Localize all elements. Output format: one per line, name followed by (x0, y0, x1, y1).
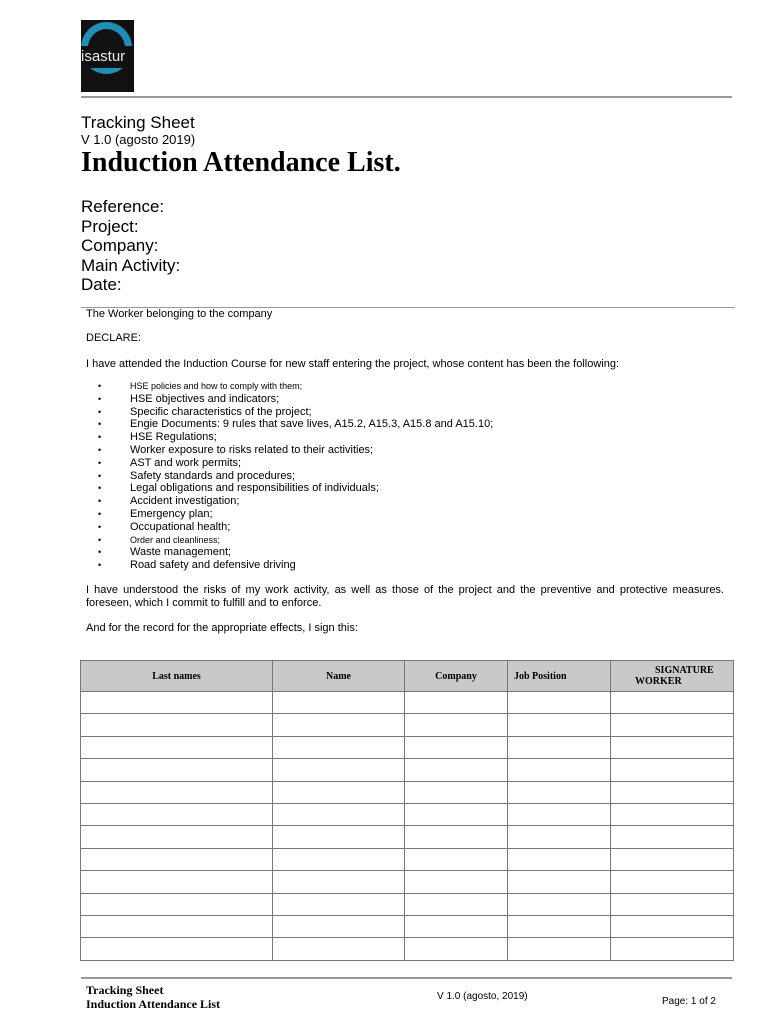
cell-signature[interactable] (611, 714, 734, 736)
cell-job-position[interactable] (508, 759, 611, 781)
logo-wordmark: isastur (81, 46, 134, 68)
list-item: • Accident investigation; (98, 495, 493, 508)
table-row (81, 826, 734, 848)
cell-name[interactable] (273, 893, 405, 915)
field-reference: Reference: (81, 197, 165, 216)
field-main-activity: Main Activity: (81, 255, 181, 275)
table-row (81, 692, 734, 714)
list-item: • AST and work permits; (98, 457, 493, 470)
table-row (81, 803, 734, 825)
declaration-understood: I have understood the risks of my work activity, as well as those of the project and the preventive and protective measures. foreseen, which I commit to fulfill and to enforce. (86, 584, 724, 609)
table-row (81, 871, 734, 893)
col-header-company: Company (405, 661, 508, 692)
cell-last-names[interactable] (81, 826, 273, 848)
cell-last-names[interactable] (81, 692, 273, 714)
table-row (81, 714, 734, 736)
cell-job-position[interactable] (508, 915, 611, 937)
declaration-intro: The Worker belonging to the company (86, 308, 273, 320)
company-logo (81, 20, 134, 92)
list-item: • Emergency plan; (98, 508, 493, 521)
cell-last-names[interactable] (81, 781, 273, 803)
cell-signature[interactable] (611, 736, 734, 758)
list-item: • HSE policies and how to comply with them; (98, 380, 493, 393)
cell-name[interactable] (273, 803, 405, 825)
field-project: Project: (81, 216, 139, 236)
cell-name[interactable] (273, 692, 405, 714)
declaration-declare: DECLARE: (86, 332, 142, 344)
cell-name[interactable] (273, 871, 405, 893)
list-item: • Road safety and defensive driving (98, 559, 493, 572)
list-item: • Worker exposure to risks related to their activities; (98, 444, 493, 457)
list-item: • HSE objectives and indicators; (98, 393, 493, 406)
cell-job-position[interactable] (508, 803, 611, 825)
cell-job-position[interactable] (508, 826, 611, 848)
list-item: • Engie Documents: 9 rules that save lives, A15.2, A15.3, A15.8 and A15.10; (98, 418, 493, 431)
cell-job-position[interactable] (508, 692, 611, 714)
col-header-job-position: Job Position (508, 661, 611, 692)
cell-company[interactable] (405, 803, 508, 825)
cell-job-position[interactable] (508, 736, 611, 758)
footer-doc-title: Induction Attendance List (86, 997, 221, 1011)
cell-signature[interactable] (611, 915, 734, 937)
table-row (81, 848, 734, 870)
table-row (81, 938, 734, 960)
header-divider (81, 96, 732, 98)
declaration-attended: I have attended the Induction Course for new staff entering the project, whose content has been the following: (86, 358, 620, 370)
list-item: • Order and cleanliness; (98, 534, 493, 547)
signature-label: SIGNATURE (655, 665, 714, 676)
cell-name[interactable] (273, 714, 405, 736)
col-header-name: Name (273, 661, 405, 692)
cell-job-position[interactable] (508, 938, 611, 960)
cell-company[interactable] (405, 871, 508, 893)
declaration-record: And for the record for the appropriate effects, I sign this: (86, 622, 358, 634)
cell-last-names[interactable] (81, 915, 273, 937)
cell-last-names[interactable] (81, 736, 273, 758)
cell-name[interactable] (273, 759, 405, 781)
footer-title (86, 983, 220, 1011)
table-row (81, 915, 734, 937)
attendance-table (80, 660, 734, 961)
cell-company[interactable] (405, 938, 508, 960)
list-item: • HSE Regulations; (98, 431, 493, 444)
worker-label: WORKER (635, 676, 682, 687)
cell-job-position[interactable] (508, 871, 611, 893)
footer-divider (81, 977, 732, 979)
cell-job-position[interactable] (508, 714, 611, 736)
cell-company[interactable] (405, 692, 508, 714)
cell-signature[interactable] (611, 759, 734, 781)
cell-signature[interactable] (611, 803, 734, 825)
cell-company[interactable] (405, 915, 508, 937)
cell-company[interactable] (405, 893, 508, 915)
table-header-row (81, 661, 734, 692)
cell-last-names[interactable] (81, 848, 273, 870)
cell-signature[interactable] (611, 848, 734, 870)
cell-name[interactable] (273, 826, 405, 848)
footer-doc-type: Tracking Sheet (86, 983, 164, 997)
footer-version: V 1.0 (agosto, 2019) (437, 991, 528, 1002)
doc-version: V 1.0 (agosto 2019) (81, 132, 196, 147)
course-content-list (98, 380, 493, 572)
doc-type: Tracking Sheet (81, 113, 195, 132)
list-item: • Legal obligations and responsibilities of individuals; (98, 482, 493, 495)
cell-job-position[interactable] (508, 893, 611, 915)
field-company: Company: (81, 236, 159, 255)
cell-job-position[interactable] (508, 848, 611, 870)
cell-job-position[interactable] (508, 781, 611, 803)
cell-name[interactable] (273, 915, 405, 937)
attendance-rows (81, 692, 734, 961)
col-header-last-names: Last names (81, 661, 273, 692)
table-row (81, 893, 734, 915)
list-item: • Safety standards and procedures; (98, 470, 493, 483)
cell-company[interactable] (405, 759, 508, 781)
cell-last-names[interactable] (81, 871, 273, 893)
cell-signature[interactable] (611, 692, 734, 714)
page-title: Induction Attendance List. (81, 147, 401, 178)
cell-last-names[interactable] (81, 803, 273, 825)
cell-name[interactable] (273, 848, 405, 870)
field-date: Date: (81, 275, 122, 294)
cell-company[interactable] (405, 781, 508, 803)
cell-name[interactable] (273, 938, 405, 960)
cell-company[interactable] (405, 736, 508, 758)
cell-name[interactable] (273, 736, 405, 758)
cell-signature[interactable] (611, 781, 734, 803)
cell-last-names[interactable] (81, 714, 273, 736)
table-row (81, 736, 734, 758)
cell-signature[interactable] (611, 871, 734, 893)
list-item: • Specific characteristics of the project; (98, 406, 493, 419)
table-row (81, 781, 734, 803)
table-row (81, 759, 734, 781)
cell-name[interactable] (273, 781, 405, 803)
info-fields (81, 197, 180, 295)
cell-last-names[interactable] (81, 893, 273, 915)
list-item: • Occupational health; (98, 521, 493, 534)
list-item: • Waste management; (98, 546, 493, 559)
cell-signature[interactable] (611, 938, 734, 960)
col-header-signature (611, 661, 734, 692)
cell-company[interactable] (405, 714, 508, 736)
cell-company[interactable] (405, 826, 508, 848)
cell-company[interactable] (405, 848, 508, 870)
page-number: Page: 1 of 2 (662, 996, 716, 1007)
cell-signature[interactable] (611, 893, 734, 915)
cell-last-names[interactable] (81, 759, 273, 781)
cell-signature[interactable] (611, 826, 734, 848)
cell-last-names[interactable] (81, 938, 273, 960)
